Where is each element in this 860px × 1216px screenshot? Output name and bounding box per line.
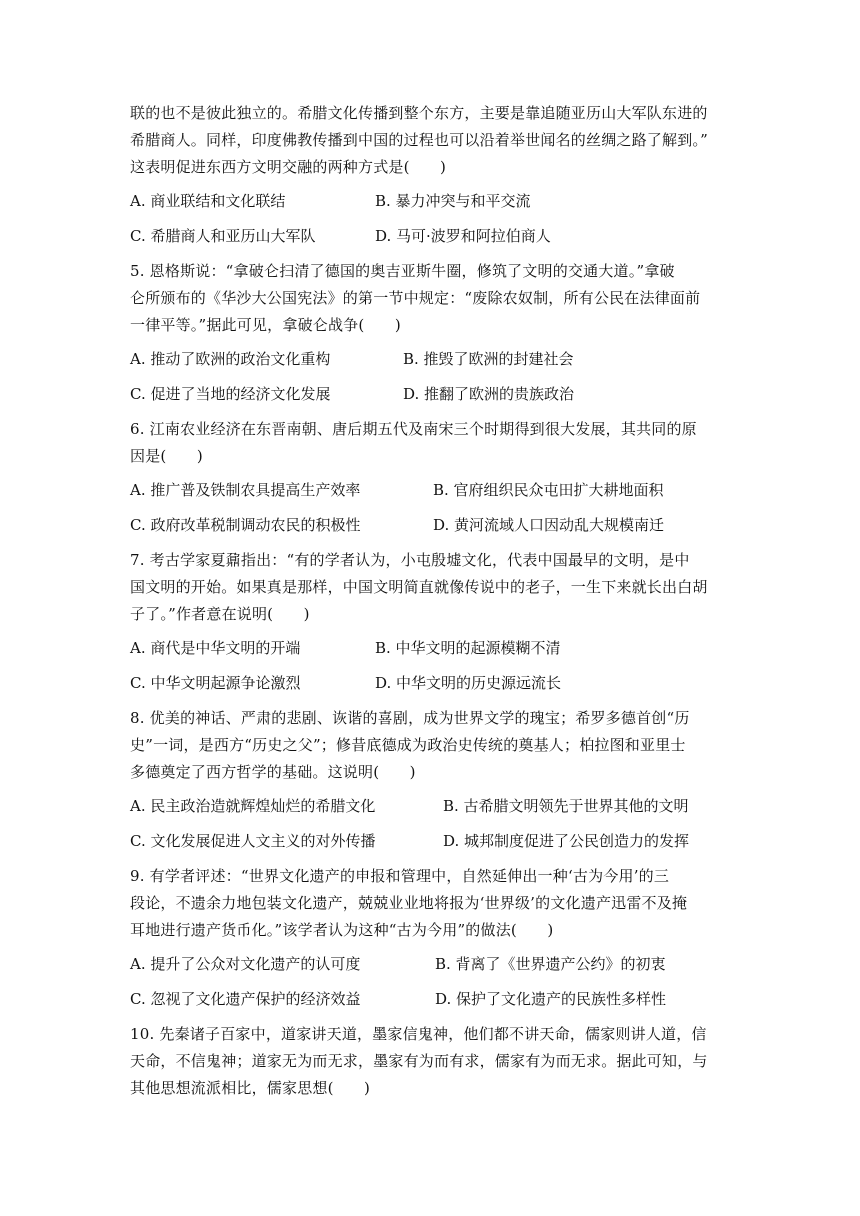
q9-options-row-2 bbox=[130, 986, 740, 1013]
stem-line: 子了。”作者意在说明( ) bbox=[130, 605, 310, 623]
stem-line: 天命，不信鬼神；道家无为而无求，墨家有为而有求，儒家有为而无求。据此可知，与 bbox=[130, 1052, 708, 1070]
q8-option-a[interactable]: A. 民主政治造就辉煌灿烂的希腊文化 bbox=[130, 797, 376, 815]
q6-stem bbox=[130, 416, 740, 470]
q10-stem bbox=[130, 1021, 740, 1102]
stem-line: 因是( ) bbox=[130, 447, 203, 465]
stem-line: 联的也不是彼此独立的。希腊文化传播到整个东方，主要是靠追随亚历山大军队东进的 bbox=[130, 104, 708, 122]
q6-option-b[interactable]: B. 官府组织民众屯田扩大耕地面积 bbox=[433, 481, 664, 499]
stem-line: 8. 优美的神话、严肃的悲剧、诙谐的喜剧，成为世界文学的瑰宝；希罗多德首创“历 bbox=[130, 709, 690, 727]
stem-line: 7. 考古学家夏鼐指出：“有的学者认为，小屯殷墟文化，代表中国最早的文明，是中 bbox=[130, 551, 690, 569]
q5-options-row-2 bbox=[130, 381, 740, 408]
q8-option-c[interactable]: C. 文化发展促进人文主义的对外传播 bbox=[130, 832, 376, 850]
exam-page bbox=[130, 100, 740, 1109]
q6-option-d[interactable]: D. 黄河流域人口因动乱大规模南迁 bbox=[433, 516, 665, 534]
q4-option-c[interactable]: C. 希腊商人和亚历山大军队 bbox=[130, 227, 316, 245]
stem-line: 多德奠定了西方哲学的基础。这说明( ) bbox=[130, 763, 416, 781]
stem-line: 6. 江南农业经济在东晋南朝、唐后期五代及南宋三个时期得到很大发展，其共同的原 bbox=[130, 420, 697, 438]
q7-option-c[interactable]: C. 中华文明起源争论激烈 bbox=[130, 674, 301, 692]
q8-option-b[interactable]: B. 古希腊文明领先于世界其他的文明 bbox=[443, 797, 689, 815]
stem-line: 这表明促进东西方文明交融的两种方式是( ) bbox=[130, 158, 447, 176]
q5-stem bbox=[130, 258, 740, 339]
q4-options-row-2 bbox=[130, 223, 740, 250]
q5-option-a[interactable]: A. 推动了欧洲的政治文化重构 bbox=[130, 350, 331, 368]
q9-option-c[interactable]: C. 忽视了文化遗产保护的经济效益 bbox=[130, 990, 361, 1008]
q4-options-row-1 bbox=[130, 188, 740, 215]
q5-option-c[interactable]: C. 促进了当地的经济文化发展 bbox=[130, 385, 331, 403]
q9-option-d[interactable]: D. 保护了文化遗产的民族性多样性 bbox=[435, 990, 667, 1008]
q6-options-row-2 bbox=[130, 512, 740, 539]
stem-line: 史”一词，是西方“历史之父”；修昔底德成为政治史传统的奠基人；柏拉图和亚里士 bbox=[130, 736, 686, 754]
q7-stem bbox=[130, 547, 740, 628]
stem-line: 其他思想流派相比，儒家思想( ) bbox=[130, 1079, 371, 1097]
stem-line: 耳地进行遗产货币化。”该学者认为这种“古为今用”的做法( ) bbox=[130, 921, 554, 939]
stem-line: 段论，不遗余力地包装文化遗产，兢兢业业地将报为‘世界级’的文化遗产迅雷不及掩 bbox=[130, 894, 688, 912]
q4-option-d[interactable]: D. 马可·波罗和阿拉伯商人 bbox=[375, 227, 551, 245]
q4-option-a[interactable]: A. 商业联结和文化联结 bbox=[130, 192, 286, 210]
stem-line: 一律平等。”据此可见，拿破仑战争( ) bbox=[130, 316, 401, 334]
q8-options-row-2 bbox=[130, 828, 740, 855]
stem-line: 10. 先秦诸子百家中，道家讲天道，墨家信鬼神，他们都不讲天命，儒家则讲人道，信 bbox=[130, 1025, 707, 1043]
q5-options-row-1 bbox=[130, 346, 740, 373]
stem-line: 5. 恩格斯说：“拿破仑扫清了德国的奥吉亚斯牛圈，修筑了文明的交通大道。”拿破 bbox=[130, 262, 675, 280]
q5-option-b[interactable]: B. 推毁了欧洲的封建社会 bbox=[403, 350, 574, 368]
q4-stem-continuation bbox=[130, 100, 740, 181]
q7-option-b[interactable]: B. 中华文明的起源模糊不清 bbox=[375, 639, 561, 657]
q5-option-d[interactable]: D. 推翻了欧洲的贵族政治 bbox=[403, 385, 575, 403]
q6-option-a[interactable]: A. 推广普及铁制农具提高生产效率 bbox=[130, 481, 361, 499]
q8-options-row-1 bbox=[130, 793, 740, 820]
q8-option-d[interactable]: D. 城邦制度促进了公民创造力的发挥 bbox=[443, 832, 690, 850]
q9-options-row-1 bbox=[130, 951, 740, 978]
stem-line: 希腊商人。同样，印度佛教传播到中国的过程也可以沿着举世闻名的丝绸之路了解到。” bbox=[130, 131, 708, 149]
q4-option-b[interactable]: B. 暴力冲突与和平交流 bbox=[375, 192, 531, 210]
q8-stem bbox=[130, 705, 740, 786]
q7-options-row-2 bbox=[130, 670, 740, 697]
stem-line: 仑所颁布的《华沙大公国宪法》的第一节中规定：“废除农奴制，所有公民在法律面前 bbox=[130, 289, 701, 307]
stem-line: 9. 有学者评述：“世界文化遗产的申报和管理中，自然延伸出一种‘古为今用’的三 bbox=[130, 867, 670, 885]
q7-option-d[interactable]: D. 中华文明的历史源远流长 bbox=[375, 674, 562, 692]
stem-line: 国文明的开始。如果真是那样，中国文明简直就像传说中的老子，一生下来就长出白胡 bbox=[130, 578, 708, 596]
q6-option-c[interactable]: C. 政府改革税制调动农民的积极性 bbox=[130, 516, 361, 534]
q9-option-a[interactable]: A. 提升了公众对文化遗产的认可度 bbox=[130, 955, 361, 973]
q7-options-row-1 bbox=[130, 635, 740, 662]
q9-option-b[interactable]: B. 背离了《世界遗产公约》的初衷 bbox=[435, 955, 666, 973]
q6-options-row-1 bbox=[130, 477, 740, 504]
q9-stem bbox=[130, 863, 740, 944]
q7-option-a[interactable]: A. 商代是中华文明的开端 bbox=[130, 639, 301, 657]
